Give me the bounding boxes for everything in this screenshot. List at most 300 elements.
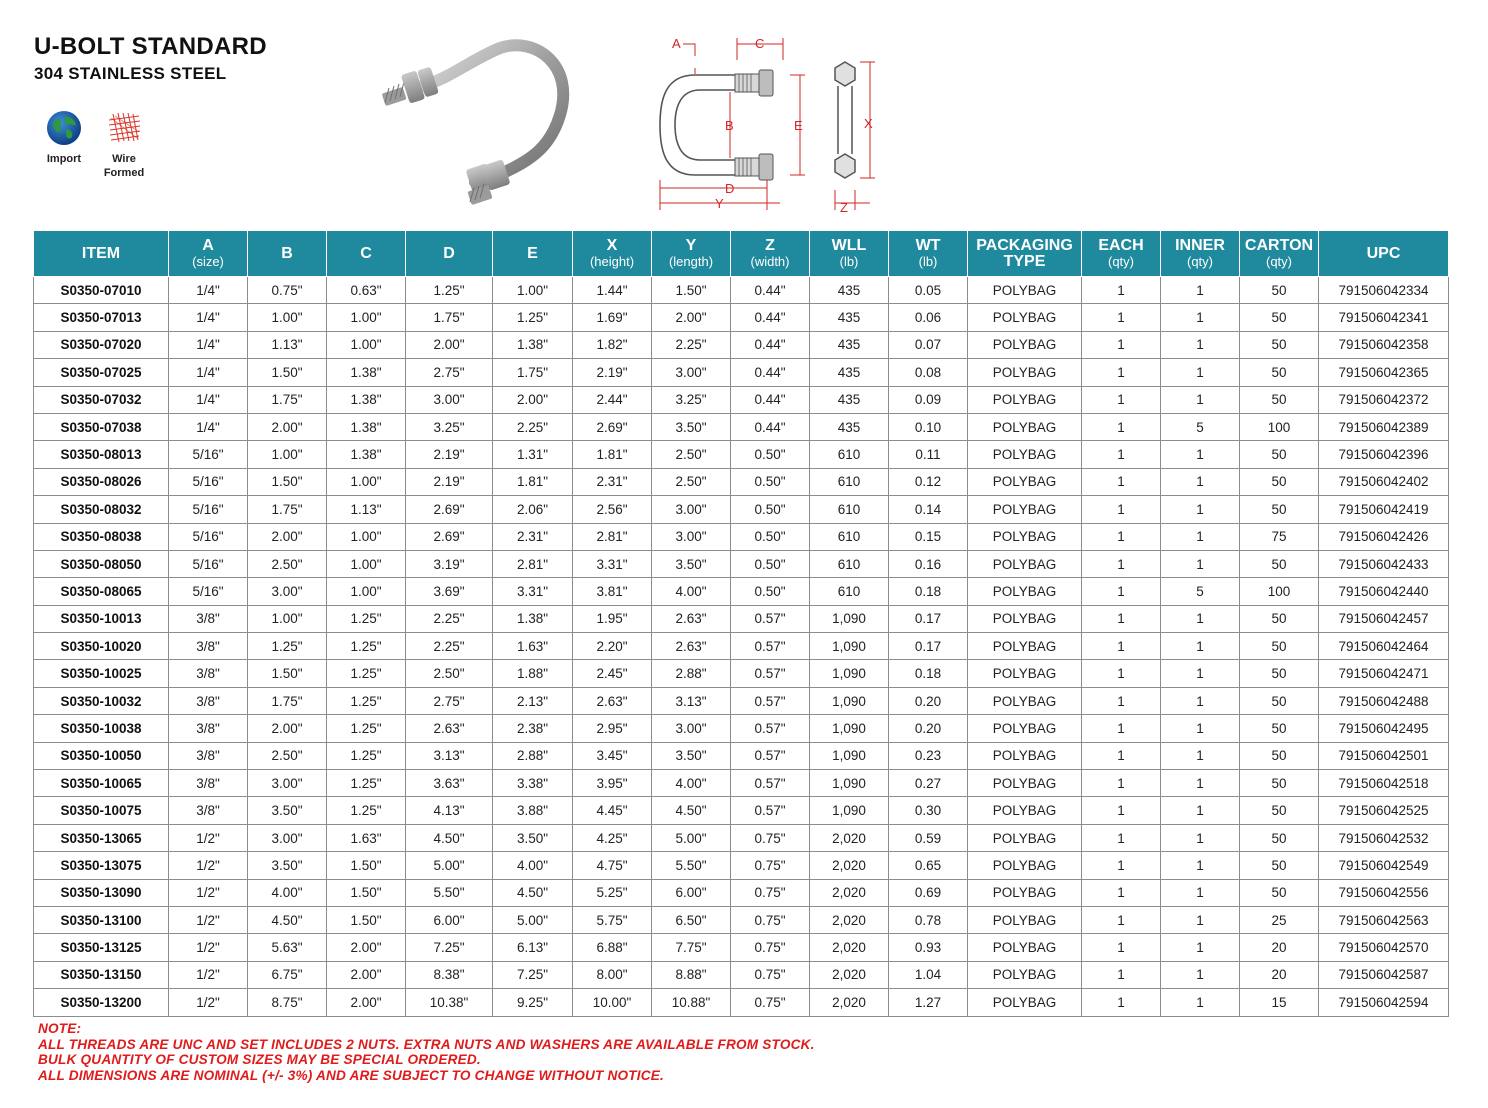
table-cell: 3.31"	[573, 550, 652, 577]
table-cell: 1.95"	[573, 605, 652, 632]
table-cell: 7.25"	[493, 961, 573, 988]
table-cell: 2.63"	[652, 633, 731, 660]
table-cell: 3.00"	[248, 578, 327, 605]
table-cell: 1.50"	[327, 879, 406, 906]
table-cell: 1/2"	[169, 961, 248, 988]
table-cell: 25	[1240, 906, 1319, 933]
table-cell: 6.13"	[493, 934, 573, 961]
table-cell: POLYBAG	[968, 687, 1082, 714]
table-cell: 1	[1082, 578, 1161, 605]
table-cell: 2.00"	[248, 715, 327, 742]
table-cell: 1	[1161, 906, 1240, 933]
table-cell: 2.81"	[573, 523, 652, 550]
dim-label-d: D	[725, 181, 735, 196]
table-cell: 1.25"	[327, 715, 406, 742]
table-cell: 435	[810, 386, 889, 413]
column-header	[810, 231, 889, 277]
table-cell: POLYBAG	[968, 742, 1082, 769]
table-cell: 3.00"	[248, 824, 327, 851]
notes-block	[38, 1021, 815, 1083]
table-cell: 0.44"	[731, 331, 810, 358]
table-cell: 1.75"	[248, 687, 327, 714]
table-cell: 4.50"	[652, 797, 731, 824]
item-number-cell: S0350-10025	[34, 660, 169, 687]
table-cell: 1	[1082, 523, 1161, 550]
table-cell: 0.75"	[731, 961, 810, 988]
table-cell: 1	[1082, 852, 1161, 879]
table-cell: 3.50"	[652, 742, 731, 769]
table-cell: POLYBAG	[968, 770, 1082, 797]
table-cell: 6.75"	[248, 961, 327, 988]
table-cell: 0.50"	[731, 523, 810, 550]
table-cell: 5.50"	[406, 879, 493, 906]
table-cell: 1.25"	[493, 304, 573, 331]
table-cell: 3/8"	[169, 633, 248, 660]
table-cell: 1	[1082, 331, 1161, 358]
table-cell: 1	[1082, 961, 1161, 988]
table-cell: 8.00"	[573, 961, 652, 988]
table-cell: 1/4"	[169, 413, 248, 440]
table-cell: 50	[1240, 496, 1319, 523]
table-row	[34, 359, 1449, 386]
table-cell: 2.20"	[573, 633, 652, 660]
item-number-cell: S0350-10013	[34, 605, 169, 632]
table-cell: 1,090	[810, 715, 889, 742]
table-cell: 50	[1240, 441, 1319, 468]
table-cell: 610	[810, 578, 889, 605]
table-cell: 0.75"	[731, 934, 810, 961]
table-cell: 0.50"	[731, 496, 810, 523]
table-cell: 1	[1161, 496, 1240, 523]
table-cell: 1	[1082, 797, 1161, 824]
table-cell: 2,020	[810, 852, 889, 879]
table-cell: 1	[1161, 633, 1240, 660]
table-cell: 1	[1082, 742, 1161, 769]
table-cell: 4.50"	[493, 879, 573, 906]
dim-label-x: X	[864, 116, 873, 131]
table-cell: 0.07	[889, 331, 968, 358]
table-cell: 791506042426	[1319, 523, 1449, 550]
table-cell: 2.63"	[652, 605, 731, 632]
table-cell: 1	[1161, 715, 1240, 742]
table-cell: 610	[810, 550, 889, 577]
table-cell: 3.38"	[493, 770, 573, 797]
table-cell: 1	[1161, 304, 1240, 331]
table-cell: 1.75"	[493, 359, 573, 386]
table-cell: 2.31"	[493, 523, 573, 550]
table-cell: 435	[810, 413, 889, 440]
table-row	[34, 824, 1449, 851]
table-cell: 2.50"	[652, 441, 731, 468]
item-number-cell: S0350-10038	[34, 715, 169, 742]
column-header	[573, 231, 652, 277]
table-cell: 1	[1161, 797, 1240, 824]
table-cell: 50	[1240, 277, 1319, 304]
globe-icon	[46, 110, 82, 146]
table-cell: POLYBAG	[968, 578, 1082, 605]
table-cell: 1.00"	[327, 468, 406, 495]
table-cell: 5	[1161, 413, 1240, 440]
table-cell: 0.75"	[731, 824, 810, 851]
page-subtitle: 304 STAINLESS STEEL	[34, 64, 227, 83]
dim-label-y: Y	[715, 196, 724, 211]
table-cell: 1.38"	[327, 359, 406, 386]
table-cell: POLYBAG	[968, 906, 1082, 933]
table-cell: 1	[1082, 605, 1161, 632]
table-cell: 1.00"	[327, 331, 406, 358]
table-cell: 1,090	[810, 660, 889, 687]
table-cell: 1	[1161, 441, 1240, 468]
table-cell: POLYBAG	[968, 879, 1082, 906]
table-cell: 4.00"	[652, 578, 731, 605]
column-header-label: WT	[915, 237, 941, 254]
table-cell: 1,090	[810, 687, 889, 714]
table-cell: 791506042556	[1319, 879, 1449, 906]
table-cell: 1.44"	[573, 277, 652, 304]
column-header	[652, 231, 731, 277]
table-row	[34, 605, 1449, 632]
table-cell: 2.00"	[406, 331, 493, 358]
column-header-label: D	[443, 244, 455, 262]
table-cell: 2.19"	[406, 468, 493, 495]
table-cell: 3.00"	[652, 523, 731, 550]
table-cell: 3.45"	[573, 742, 652, 769]
table-cell: 3/8"	[169, 742, 248, 769]
column-header-unit: (length)	[668, 254, 714, 269]
table-cell: 1,090	[810, 605, 889, 632]
item-number-cell: S0350-08013	[34, 441, 169, 468]
table-row	[34, 742, 1449, 769]
table-row	[34, 550, 1449, 577]
table-row	[34, 523, 1449, 550]
table-cell: 1	[1161, 523, 1240, 550]
table-cell: 1.50"	[327, 852, 406, 879]
table-cell: 791506042549	[1319, 852, 1449, 879]
table-cell: 0.16	[889, 550, 968, 577]
table-row	[34, 441, 1449, 468]
item-number-cell: S0350-13125	[34, 934, 169, 961]
table-cell: 2.50"	[406, 660, 493, 687]
column-header-label: INNER	[1175, 237, 1225, 254]
table-cell: POLYBAG	[968, 797, 1082, 824]
table-cell: 1	[1082, 715, 1161, 742]
table-cell: 1	[1082, 770, 1161, 797]
table-cell: 1.27	[889, 989, 968, 1016]
table-cell: 3/8"	[169, 715, 248, 742]
table-cell: 4.25"	[573, 824, 652, 851]
table-header	[34, 231, 1449, 277]
column-header-label: EACH	[1098, 237, 1144, 254]
wire-mesh-icon	[105, 110, 143, 146]
column-header	[731, 231, 810, 277]
table-cell: 1	[1161, 934, 1240, 961]
table-cell: 791506042471	[1319, 660, 1449, 687]
table-cell: 1.82"	[573, 331, 652, 358]
table-cell: 1.00"	[327, 578, 406, 605]
table-cell: 1,090	[810, 742, 889, 769]
table-cell: 0.75"	[731, 852, 810, 879]
table-cell: 2,020	[810, 934, 889, 961]
table-cell: 791506042372	[1319, 386, 1449, 413]
table-cell: POLYBAG	[968, 496, 1082, 523]
table-cell: 50	[1240, 304, 1319, 331]
table-cell: 1	[1082, 277, 1161, 304]
column-header-unit: (qty)	[1187, 254, 1213, 269]
table-cell: 791506042457	[1319, 605, 1449, 632]
table-row	[34, 660, 1449, 687]
table-cell: 2.38"	[493, 715, 573, 742]
table-cell: 6.00"	[652, 879, 731, 906]
table-cell: 1	[1082, 824, 1161, 851]
table-cell: 1.88"	[493, 660, 573, 687]
table-cell: 1/2"	[169, 852, 248, 879]
table-cell: 1/4"	[169, 386, 248, 413]
table-cell: 1	[1082, 496, 1161, 523]
table-cell: 1	[1082, 468, 1161, 495]
table-cell: POLYBAG	[968, 934, 1082, 961]
table-cell: 1.38"	[493, 605, 573, 632]
item-number-cell: S0350-07038	[34, 413, 169, 440]
u-bolt-photo	[375, 30, 585, 210]
column-header	[493, 231, 573, 277]
table-cell: 1.50"	[248, 468, 327, 495]
table-cell: 75	[1240, 523, 1319, 550]
table-cell: POLYBAG	[968, 523, 1082, 550]
table-cell: 0.57"	[731, 797, 810, 824]
table-cell: 10.88"	[652, 989, 731, 1016]
table-cell: 4.45"	[573, 797, 652, 824]
table-cell: 0.57"	[731, 605, 810, 632]
column-header	[169, 231, 248, 277]
table-cell: 3.25"	[652, 386, 731, 413]
table-cell: 0.12	[889, 468, 968, 495]
table-cell: 2.25"	[406, 605, 493, 632]
table-cell: 1.63"	[327, 824, 406, 851]
table-cell: 610	[810, 468, 889, 495]
table-cell: 1/2"	[169, 934, 248, 961]
table-cell: 4.00"	[248, 879, 327, 906]
table-cell: 3.31"	[493, 578, 573, 605]
column-header-unit: (height)	[589, 254, 635, 269]
table-cell: 6.88"	[573, 934, 652, 961]
table-cell: 1.81"	[493, 468, 573, 495]
table-cell: 0.30	[889, 797, 968, 824]
table-cell: 0.20	[889, 687, 968, 714]
table-cell: 0.23	[889, 742, 968, 769]
table-cell: POLYBAG	[968, 386, 1082, 413]
table-cell: 435	[810, 277, 889, 304]
table-cell: 2.75"	[406, 359, 493, 386]
table-cell: 1.25"	[327, 797, 406, 824]
table-cell: 1	[1161, 468, 1240, 495]
table-cell: 791506042501	[1319, 742, 1449, 769]
table-cell: 1	[1161, 331, 1240, 358]
item-number-cell: S0350-08026	[34, 468, 169, 495]
table-cell: 1	[1082, 413, 1161, 440]
table-cell: 1.50"	[652, 277, 731, 304]
table-cell: 0.57"	[731, 633, 810, 660]
table-cell: 1.04	[889, 961, 968, 988]
column-header-unit: (size)	[192, 254, 224, 269]
table-cell: 791506042358	[1319, 331, 1449, 358]
wire-formed-badge	[96, 110, 152, 180]
table-cell: 50	[1240, 660, 1319, 687]
table-cell: 0.50"	[731, 578, 810, 605]
table-row	[34, 715, 1449, 742]
table-cell: 1.50"	[248, 660, 327, 687]
table-cell: 1	[1082, 879, 1161, 906]
item-number-cell: S0350-10032	[34, 687, 169, 714]
note-line: ALL DIMENSIONS ARE NOMINAL (+/- 3%) AND ARE SUBJECT TO CHANGE WITHOUT NOTICE.	[38, 1067, 665, 1083]
table-cell: POLYBAG	[968, 660, 1082, 687]
table-cell: 1.75"	[406, 304, 493, 331]
table-cell: 50	[1240, 550, 1319, 577]
column-header-unit: (qty)	[1266, 254, 1292, 269]
table-cell: 791506042433	[1319, 550, 1449, 577]
note-line: ALL THREADS ARE UNC AND SET INCLUDES 2 NUTS. EXTRA NUTS AND WASHERS ARE AVAILABLE FROM STOCK.	[38, 1036, 815, 1052]
table-cell: 1	[1082, 359, 1161, 386]
table-cell: 1.38"	[327, 386, 406, 413]
table-cell: 791506042495	[1319, 715, 1449, 742]
table-cell: 1	[1082, 660, 1161, 687]
table-cell: 1.75"	[248, 496, 327, 523]
table-cell: 20	[1240, 961, 1319, 988]
table-row	[34, 961, 1449, 988]
table-cell: 3.88"	[493, 797, 573, 824]
import-badge	[40, 110, 88, 166]
table-cell: 3.19"	[406, 550, 493, 577]
table-cell: 2.63"	[406, 715, 493, 742]
table-cell: 1	[1161, 277, 1240, 304]
table-cell: 0.65	[889, 852, 968, 879]
dim-label-z: Z	[840, 200, 848, 215]
table-cell: 0.27	[889, 770, 968, 797]
table-cell: 2.88"	[493, 742, 573, 769]
table-cell: 3.50"	[652, 413, 731, 440]
table-cell: 1.00"	[248, 441, 327, 468]
table-cell: 0.44"	[731, 413, 810, 440]
table-cell: 3/8"	[169, 770, 248, 797]
table-cell: 2.63"	[573, 687, 652, 714]
table-cell: 5.25"	[573, 879, 652, 906]
table-cell: 1	[1082, 989, 1161, 1016]
table-cell: 50	[1240, 386, 1319, 413]
table-cell: 2.00"	[327, 989, 406, 1016]
note-heading: NOTE:	[38, 1021, 82, 1036]
wire-formed-label: Wire Formed	[103, 153, 145, 179]
table-cell: 4.50"	[248, 906, 327, 933]
table-cell: 0.69	[889, 879, 968, 906]
table-cell: 0.57"	[731, 715, 810, 742]
table-cell: POLYBAG	[968, 413, 1082, 440]
table-cell: 1	[1161, 961, 1240, 988]
table-cell: 1.00"	[248, 605, 327, 632]
table-cell: 5.00"	[406, 852, 493, 879]
table-cell: 2.31"	[573, 468, 652, 495]
table-cell: 3/8"	[169, 660, 248, 687]
dim-label-b: B	[725, 118, 734, 133]
table-cell: 50	[1240, 852, 1319, 879]
table-cell: 1.00"	[493, 277, 573, 304]
table-cell: 4.75"	[573, 852, 652, 879]
table-cell: 1.38"	[493, 331, 573, 358]
table-cell: 1.25"	[327, 770, 406, 797]
item-number-cell: S0350-07025	[34, 359, 169, 386]
table-row	[34, 934, 1449, 961]
table-cell: 1,090	[810, 633, 889, 660]
table-cell: 2.44"	[573, 386, 652, 413]
table-cell: 1.25"	[327, 687, 406, 714]
table-cell: 4.00"	[493, 852, 573, 879]
table-cell: 10.00"	[573, 989, 652, 1016]
table-cell: 100	[1240, 578, 1319, 605]
table-cell: 0.08	[889, 359, 968, 386]
table-cell: 1/4"	[169, 304, 248, 331]
table-cell: 1	[1161, 989, 1240, 1016]
table-cell: 435	[810, 304, 889, 331]
table-cell: 3.81"	[573, 578, 652, 605]
table-cell: 15	[1240, 989, 1319, 1016]
table-cell: 8.75"	[248, 989, 327, 1016]
table-cell: 5	[1161, 578, 1240, 605]
column-header-label: B	[281, 244, 293, 262]
table-row	[34, 578, 1449, 605]
dim-label-e: E	[794, 118, 803, 133]
import-label: Import	[46, 153, 82, 165]
table-cell: 435	[810, 331, 889, 358]
table-cell: 0.18	[889, 660, 968, 687]
table-cell: 2.00"	[652, 304, 731, 331]
table-cell: 2.00"	[327, 961, 406, 988]
table-cell: 791506042532	[1319, 824, 1449, 851]
table-cell: 3.13"	[406, 742, 493, 769]
table-cell: 2.69"	[406, 496, 493, 523]
table-cell: 2.69"	[406, 523, 493, 550]
column-header	[34, 231, 169, 277]
table-cell: 0.57"	[731, 742, 810, 769]
column-header-unit: (width)	[750, 254, 790, 269]
table-cell: 5/16"	[169, 550, 248, 577]
column-header-unit: (lb)	[918, 254, 938, 269]
table-cell: 791506042419	[1319, 496, 1449, 523]
table-row	[34, 304, 1449, 331]
table-row	[34, 496, 1449, 523]
table-cell: 8.88"	[652, 961, 731, 988]
table-cell: 3.13"	[652, 687, 731, 714]
table-cell: 0.78	[889, 906, 968, 933]
item-number-cell: S0350-13200	[34, 989, 169, 1016]
column-header-label: E	[527, 244, 538, 262]
column-header	[1082, 231, 1161, 277]
table-cell: 1	[1161, 742, 1240, 769]
table-cell: 791506042570	[1319, 934, 1449, 961]
table-cell: 1	[1161, 824, 1240, 851]
table-cell: 5.00"	[493, 906, 573, 933]
table-cell: 0.50"	[731, 468, 810, 495]
table-cell: 50	[1240, 687, 1319, 714]
table-cell: 1.50"	[248, 359, 327, 386]
table-cell: 5.63"	[248, 934, 327, 961]
table-cell: 1	[1082, 304, 1161, 331]
table-cell: 0.44"	[731, 386, 810, 413]
table-cell: 50	[1240, 633, 1319, 660]
table-cell: 2.75"	[406, 687, 493, 714]
column-header-label: X	[606, 237, 618, 254]
table-cell: 3.00"	[406, 386, 493, 413]
column-header	[327, 231, 406, 277]
table-row	[34, 797, 1449, 824]
table-cell: 2.00"	[327, 934, 406, 961]
